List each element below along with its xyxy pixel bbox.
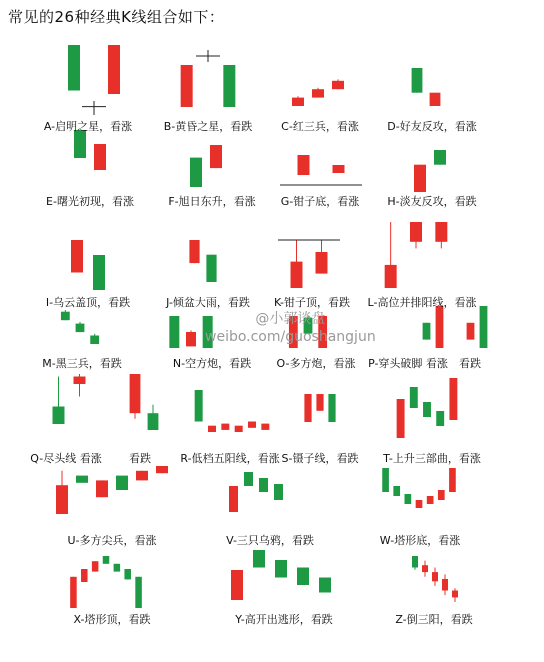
- pattern-10: [278, 240, 340, 288]
- candle-up: [467, 323, 475, 340]
- candle-up: [312, 89, 324, 97]
- candle-down: [328, 394, 335, 422]
- candle-up: [130, 374, 141, 413]
- pattern-label: R-低档五阳线，看涨: [180, 452, 280, 465]
- pattern-label: X-塔形顶，看跌: [73, 613, 151, 626]
- pattern-label: M-黑三兵，看跌: [42, 357, 122, 370]
- candle-up: [229, 486, 238, 512]
- candle-up: [261, 424, 269, 430]
- page-title: 常见的26种经典K线组合如下：: [8, 8, 225, 26]
- pattern-label: W-塔形底，看涨: [379, 534, 461, 547]
- candle-up: [449, 378, 457, 420]
- candle-up: [414, 165, 426, 192]
- pattern-4: [74, 130, 106, 170]
- pattern-label: S-镊子线，看跌: [281, 452, 359, 465]
- pattern-0: [68, 45, 120, 115]
- pattern-6: [280, 155, 362, 185]
- pattern-12: [61, 310, 99, 344]
- candle-down: [480, 306, 488, 348]
- candle-up: [108, 45, 120, 94]
- candle-down: [61, 312, 70, 321]
- candle-up: [452, 591, 458, 598]
- pattern-label: L-高位并排阳线，看涨: [367, 296, 477, 309]
- candle-down: [275, 560, 287, 578]
- pattern-label: I-乌云盖顶，看跌: [45, 296, 131, 309]
- candle-up: [430, 93, 441, 106]
- candle-up: [186, 332, 196, 346]
- pattern-label: J-倾盆大雨，看跌: [166, 296, 250, 309]
- candle-up: [208, 426, 216, 432]
- candle-down: [116, 476, 128, 490]
- pattern-23: [229, 472, 283, 512]
- candle-up: [438, 490, 445, 500]
- pattern-label: C-红三兵，看涨: [281, 120, 359, 133]
- candle-up: [210, 145, 222, 168]
- pattern-27: [412, 556, 458, 602]
- pattern-label: Y-高开出逃形，看跌: [235, 613, 333, 626]
- candle-up: [332, 81, 344, 89]
- pattern-label: F-旭日东升，看涨: [168, 195, 256, 208]
- pattern-16: [467, 306, 488, 348]
- candle-up: [385, 265, 397, 288]
- pattern-5: [190, 145, 222, 187]
- pattern-label: U-多方尖兵，看涨: [67, 534, 157, 547]
- candle-up: [397, 399, 405, 438]
- candle-up: [292, 98, 304, 106]
- candle-down: [68, 45, 80, 91]
- candle-down: [90, 336, 99, 345]
- candle-up: [96, 480, 108, 497]
- pattern-26: [231, 550, 331, 600]
- pattern-label: T-上升三部曲，看涨: [383, 452, 481, 465]
- candle-down: [423, 323, 431, 340]
- candle-down: [148, 413, 159, 430]
- pattern-25: [70, 556, 142, 608]
- candle-up: [248, 422, 256, 428]
- candle-down: [382, 468, 389, 492]
- candle-up: [435, 222, 447, 242]
- candle-down: [74, 130, 86, 158]
- candle-up: [235, 426, 243, 432]
- pattern-11: [385, 222, 448, 288]
- pattern-label: A-启明之星，看涨: [43, 120, 133, 133]
- candle-up: [416, 500, 423, 508]
- candle-up: [316, 394, 323, 411]
- candle-down: [319, 578, 331, 593]
- candle-down: [206, 255, 216, 282]
- candle-up: [231, 570, 243, 600]
- pattern-15: [423, 306, 444, 348]
- candle-up: [422, 565, 428, 572]
- pattern-19: [195, 390, 270, 432]
- pattern-18: [130, 374, 159, 430]
- candle-up: [56, 485, 68, 514]
- candle-up: [449, 468, 456, 492]
- candle-down: [274, 484, 283, 500]
- pattern-2: [292, 79, 344, 106]
- candle-up: [189, 240, 199, 263]
- pattern-label: P-穿头破脚 看涨: [368, 357, 448, 370]
- pattern-label: K-钳子顶，看跌: [273, 296, 351, 309]
- candle-down: [169, 316, 179, 348]
- pattern-22: [56, 466, 168, 514]
- candle-up: [136, 471, 148, 481]
- pattern-8: [71, 240, 105, 290]
- candle-down: [412, 68, 423, 93]
- pattern-label: H-淡友反攻，看跌: [387, 195, 477, 208]
- watermark-handle: @小郭谈盘: [255, 311, 326, 327]
- candle-up: [291, 262, 303, 288]
- candle-down: [195, 390, 203, 422]
- candle-up: [442, 579, 448, 591]
- candle-up: [436, 306, 444, 348]
- candle-up: [74, 377, 86, 385]
- watermark: [205, 310, 376, 346]
- candle-down: [53, 407, 65, 425]
- candle-up: [81, 569, 88, 582]
- candle-up: [71, 240, 83, 273]
- candle-down: [76, 324, 85, 333]
- candle-up: [432, 572, 438, 581]
- candle-up: [333, 165, 345, 173]
- watermark-url: weibo.com/guoshangjun: [205, 329, 376, 345]
- candle-up: [94, 144, 106, 170]
- candle-down: [124, 569, 131, 579]
- pattern-label: V-三只乌鸦，看跌: [226, 534, 314, 547]
- candle-down: [93, 255, 105, 290]
- pattern-label: 看跌: [129, 452, 151, 465]
- pattern-24: [382, 468, 456, 508]
- pattern-1: [181, 50, 236, 107]
- pattern-label: N-空方炮，看跌: [172, 357, 252, 370]
- candle-up: [410, 222, 422, 242]
- candle-up: [221, 424, 229, 430]
- candle-down: [190, 158, 202, 187]
- candle-down: [412, 556, 418, 568]
- candle-down: [76, 476, 88, 483]
- pattern-label: D-好友反攻，看涨: [387, 120, 477, 133]
- pattern-20: [304, 394, 335, 422]
- candle-up: [181, 65, 193, 107]
- candle-down: [103, 556, 110, 564]
- candle-up: [156, 466, 168, 473]
- candle-down: [405, 494, 412, 504]
- pattern-label: O-多方炮，看涨: [276, 357, 356, 370]
- candle-down: [410, 387, 418, 408]
- candle-down: [223, 65, 235, 107]
- candle-down: [135, 577, 142, 608]
- pattern-label: 看跌: [459, 357, 481, 370]
- pattern-21: [397, 378, 458, 438]
- pattern-label: Z-倒三阳，看跌: [395, 613, 473, 626]
- pattern-7: [414, 150, 446, 192]
- candle-down: [244, 472, 253, 486]
- candle-down: [253, 550, 265, 568]
- pattern-label: G-钳子底，看涨: [280, 195, 360, 208]
- candle-down: [434, 150, 446, 165]
- pattern-3: [412, 68, 441, 106]
- pattern-17: [53, 374, 86, 424]
- candle-up: [304, 394, 311, 422]
- candle-down: [423, 402, 431, 417]
- pattern-label: B-黄昏之星，看跌: [163, 120, 253, 133]
- candle-up: [316, 252, 328, 274]
- pattern-label: Q-尽头线 看涨: [30, 452, 102, 465]
- candle-down: [259, 478, 268, 492]
- pattern-9: [189, 240, 216, 282]
- candle-up: [298, 155, 310, 175]
- candle-down: [297, 568, 309, 586]
- pattern-label: E-曙光初现，看涨: [46, 195, 134, 208]
- candle-down: [436, 411, 444, 426]
- candle-down: [393, 486, 400, 496]
- candle-down: [114, 564, 121, 572]
- candle-up: [70, 577, 77, 608]
- candle-up: [427, 496, 434, 504]
- candle-up: [92, 561, 99, 571]
